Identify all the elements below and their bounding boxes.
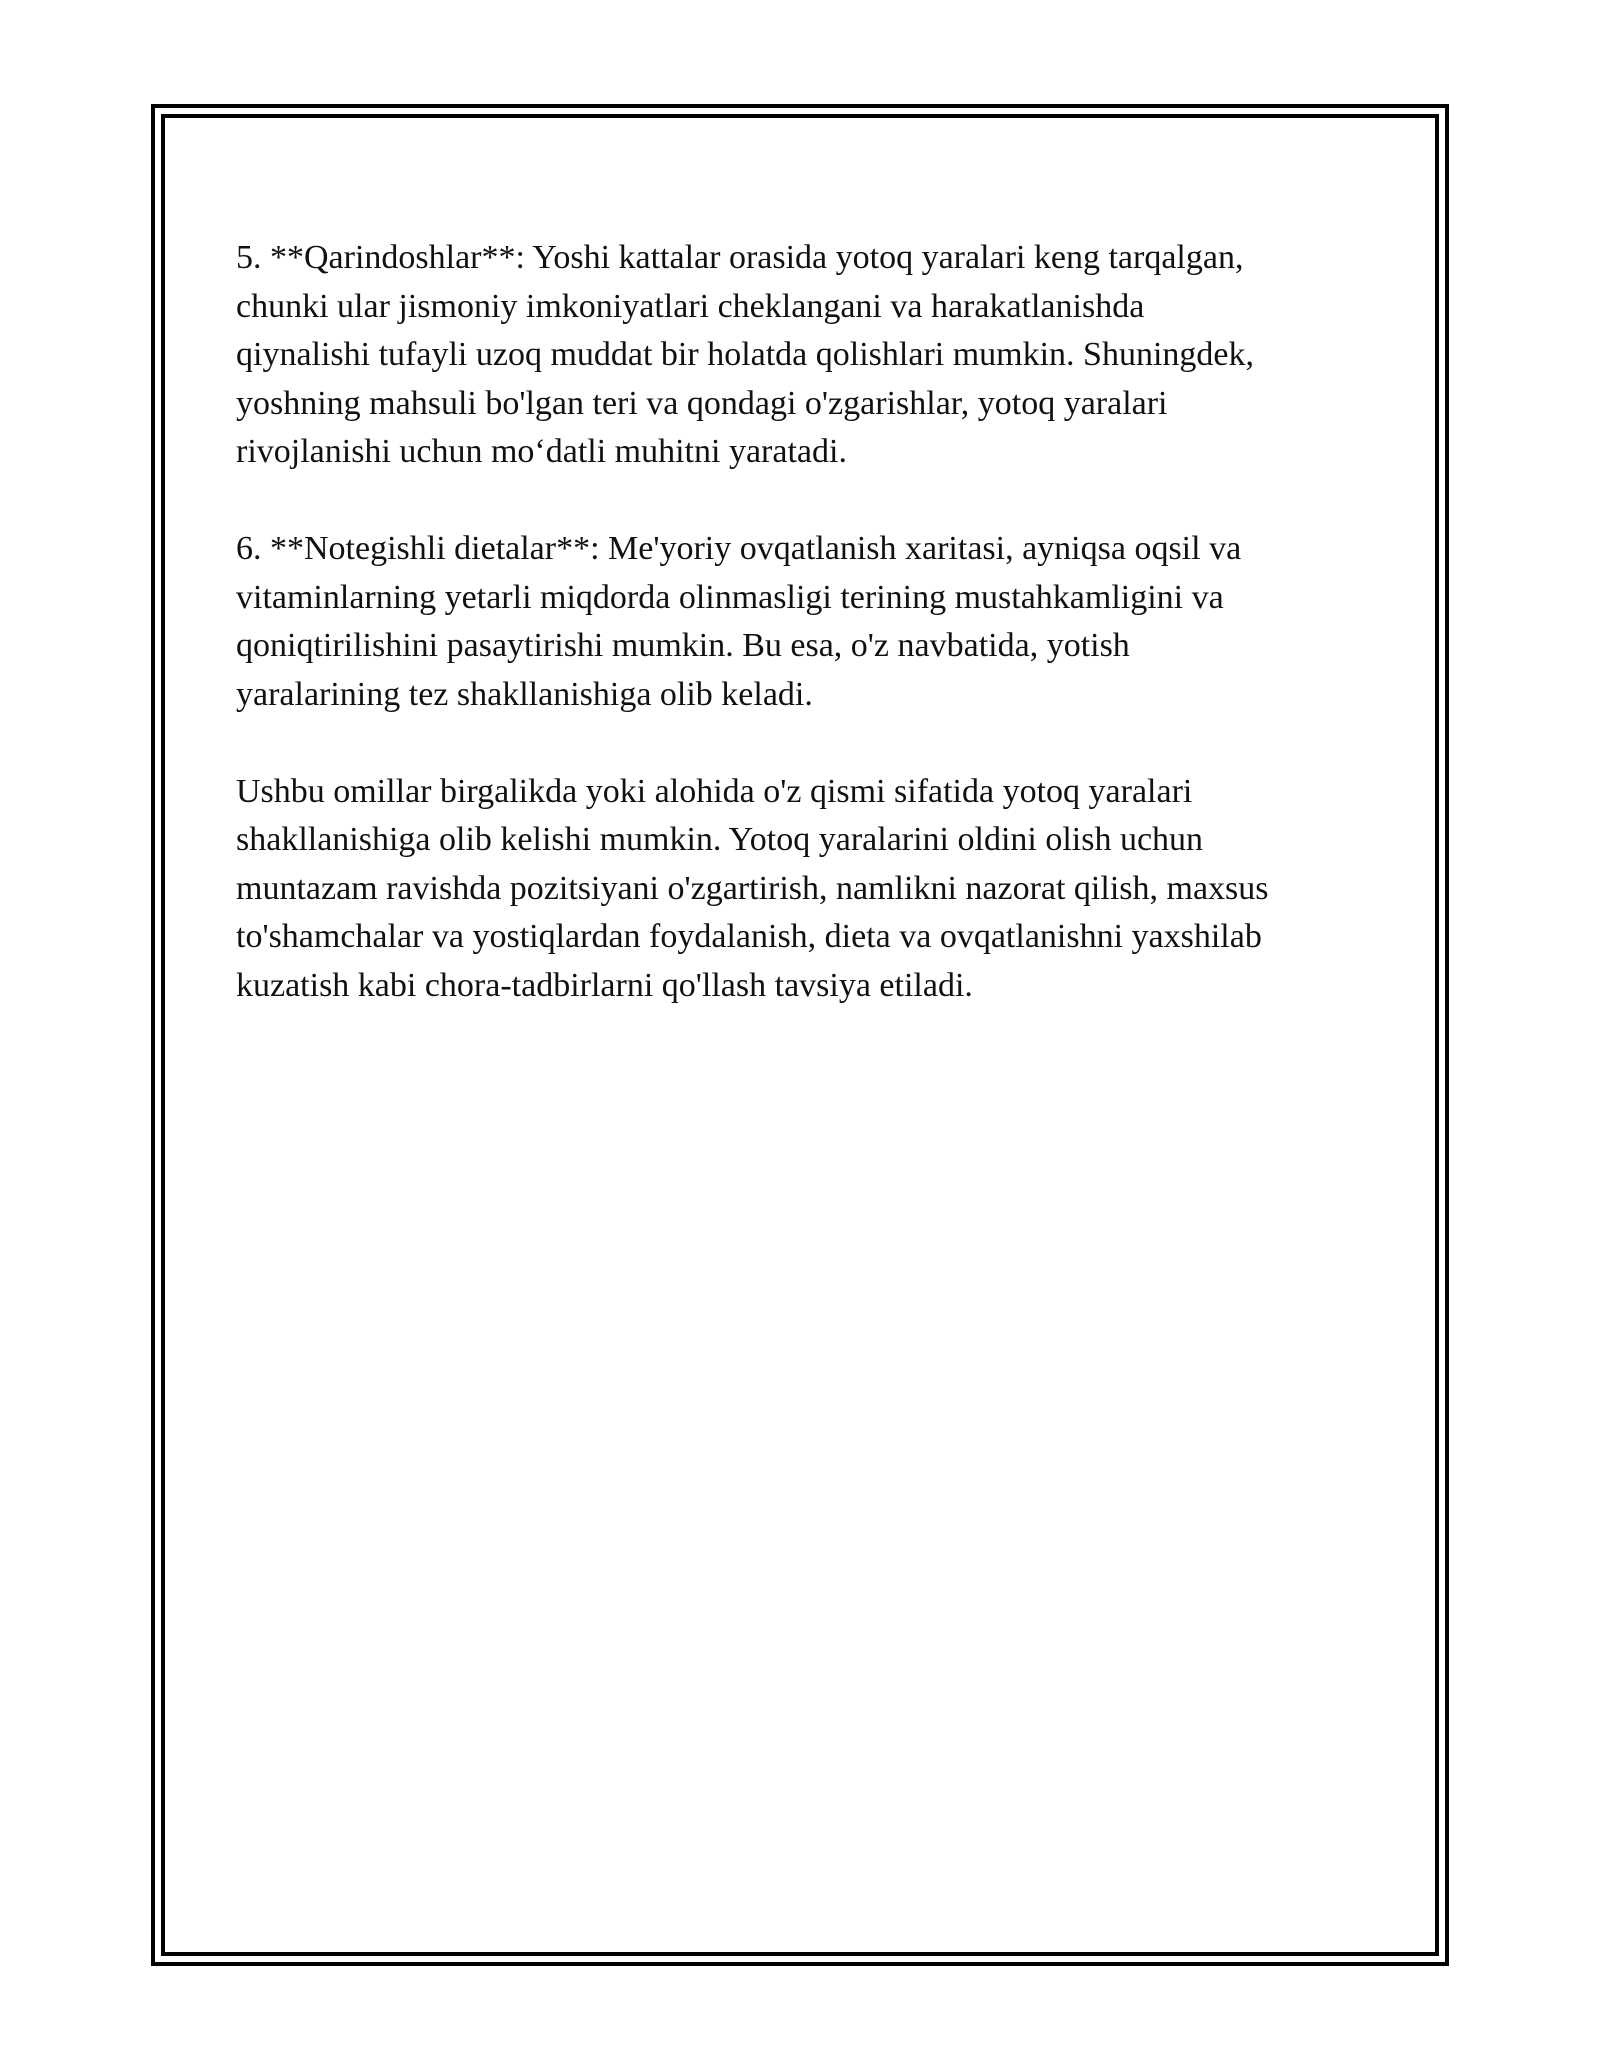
text-line: rivojlanishi uchun mo‘datli muhitni yaratadi. — [236, 433, 847, 470]
text-line: Ushbu omillar birgalikda yoki alohida o'z qismi sifatida yotoq yaralari — [236, 772, 1193, 810]
text-line: yaralarining tez shakllanishiga olib keladi. — [236, 675, 813, 713]
text-line: qoniqtirilishini pasaytirishi mumkin. Bu esa, o'z navbatida, yotish — [236, 627, 1130, 664]
paragraph-summary-prevention — [236, 768, 1366, 1011]
text-line: chunki ular jismoniy imkoniyatlari cheklangani va harakatlanishda — [236, 287, 1145, 325]
text-line: shakllanishiga olib kelishi mumkin. Yotoq yaralarini oldini olish uchun — [236, 821, 1204, 858]
text-line: to'shamchalar va yostiqlardan foydalanish, dieta va ovqatlanishni yaxshilab — [236, 918, 1262, 955]
text-line: 6. **Notegishli dietalar**: Me'yoriy ovqatlanish xaritasi, ayniqsa oqsil va — [236, 530, 1242, 567]
document-body — [236, 234, 1366, 1059]
text-line: kuzatish kabi chora-tadbirlarni qo'llash tavsiya etiladi. — [236, 966, 973, 1004]
text-line: vitaminlarning yetarli miqdorda olinmasligi terining mustahkamligini va — [236, 578, 1224, 616]
paragraph-pressure-relatives — [236, 234, 1366, 477]
text-line: yoshning mahsuli bo'lgan teri va qondagi o'zgarishlar, yotoq yaralari — [236, 384, 1168, 422]
text-line: muntazam ravishda pozitsiyani o'zgartirish, namlikni nazorat qilish, maxsus — [236, 869, 1269, 907]
text-line: qiynalishi tufayli uzoq muddat bir holatda qolishlari mumkin. Shuningdek, — [236, 336, 1254, 373]
paragraph-diet-factors — [236, 525, 1366, 719]
text-line: 5. **Qarindoshlar**: Yoshi kattalar orasida yotoq yaralari keng tarqalgan, — [236, 239, 1244, 276]
